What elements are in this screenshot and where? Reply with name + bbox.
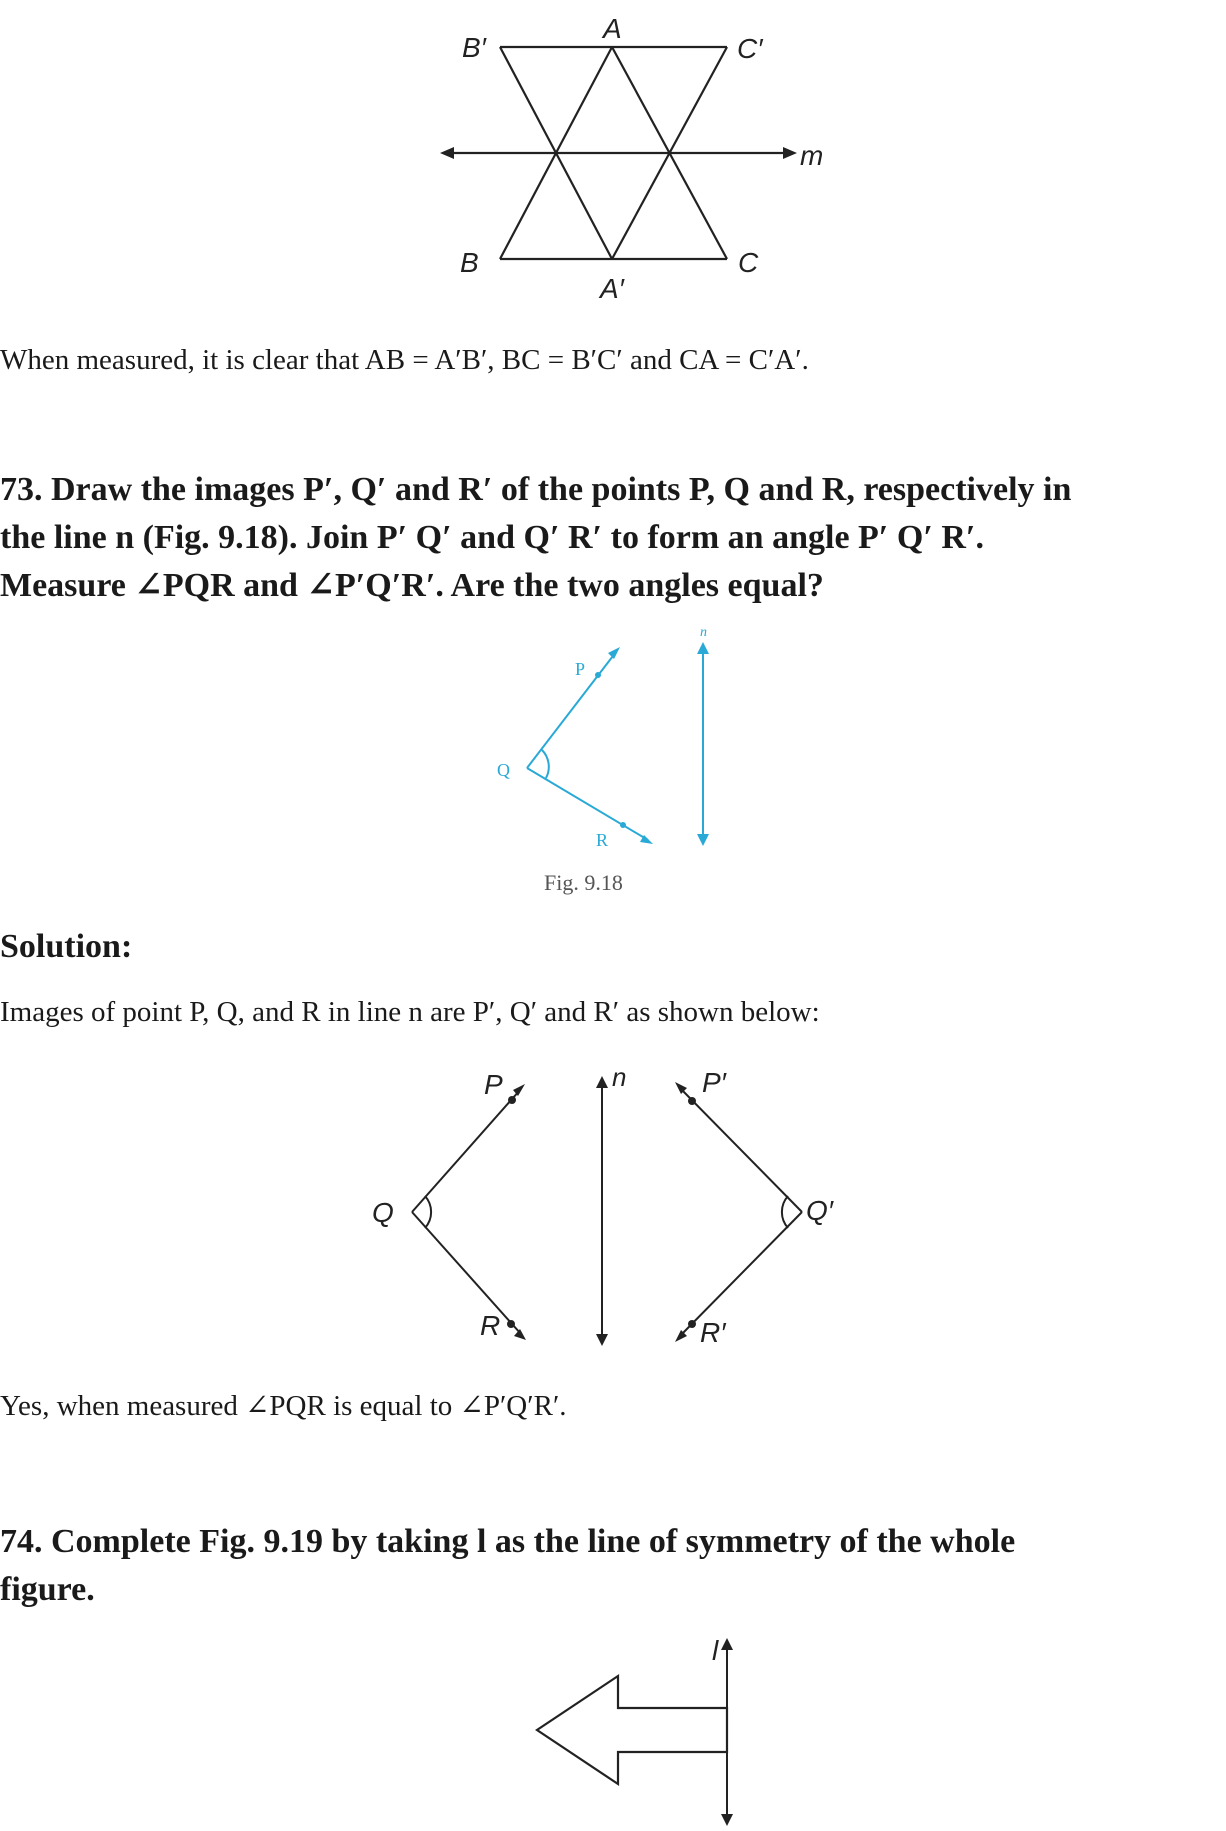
label-p-prime: P′ xyxy=(702,1067,726,1098)
arrow-n-bottom xyxy=(596,1334,608,1346)
label-c-prime: C′ xyxy=(737,33,763,64)
figure-triangle-reflection xyxy=(0,0,1226,304)
arrow-shape xyxy=(537,1676,727,1784)
arrow-n-top xyxy=(697,642,709,654)
ray-qr xyxy=(412,1212,521,1334)
point-r xyxy=(507,1320,515,1328)
question-73 xyxy=(0,466,1071,610)
label-r-prime: R′ xyxy=(700,1317,726,1348)
measure-text: When measured, it is clear that AB = A′B′, BC = B′C′ and CA = C′A′. xyxy=(0,344,809,376)
arrow-p xyxy=(608,647,620,659)
point-p xyxy=(508,1096,516,1104)
arrow-n-bottom xyxy=(697,834,709,846)
point-p xyxy=(595,672,601,678)
arrow-l-top xyxy=(721,1638,733,1650)
label-q: Q xyxy=(497,760,510,780)
label-p: P xyxy=(575,659,586,679)
figure-9-19 xyxy=(0,1630,1226,1830)
label-n: n xyxy=(612,1062,627,1092)
arrow-n-top xyxy=(596,1076,608,1088)
point-p-prime xyxy=(688,1097,696,1105)
label-r: R xyxy=(480,1310,501,1341)
line-m-arrow-left xyxy=(440,147,454,159)
question-73-line-1: 73. Draw the images P′, Q′ and R′ of the points P, Q and R, respectively in xyxy=(0,471,1072,508)
angle-arc-pqr xyxy=(425,1196,431,1228)
question-73-line-2: the line n (Fig. 9.18). Join P′ Q′ and Q′ R′ to form an angle P′ Q′ R′. xyxy=(0,519,984,556)
answer-text: Yes, when measured ∠PQR is equal to ∠P′Q′R′. xyxy=(0,1390,567,1422)
line-m-arrow-right xyxy=(783,147,797,159)
arrow-r xyxy=(514,1329,526,1340)
arrow-l-bottom xyxy=(721,1814,733,1826)
ray-q-prime-p-prime xyxy=(680,1088,802,1212)
ray-qp xyxy=(527,652,616,768)
label-l: l xyxy=(712,1635,719,1666)
label-a-prime: A′ xyxy=(600,273,624,304)
label-c: C xyxy=(738,247,759,278)
label-p: P xyxy=(484,1069,503,1100)
question-73-line-3: Measure ∠PQR and ∠P′Q′R′. Are the two angles equal? xyxy=(0,567,824,604)
angle-arc-pqr xyxy=(542,750,549,778)
figure-9-18-caption: Fig. 9.18 xyxy=(544,870,623,895)
label-b-prime: B′ xyxy=(462,32,486,63)
ray-q-prime-r-prime xyxy=(680,1212,802,1336)
angle-arc-p-prime-q-prime-r-prime xyxy=(782,1196,788,1228)
point-r-prime xyxy=(688,1320,696,1328)
label-r: R xyxy=(596,830,609,850)
label-b: B xyxy=(460,247,479,278)
solution-text: Images of point P, Q, and R in line n are P′, Q′ and R′ as shown below: xyxy=(0,996,820,1028)
label-n: n xyxy=(700,625,707,640)
arrow-p xyxy=(513,1084,525,1096)
label-q-prime: Q′ xyxy=(806,1195,834,1226)
ray-qp xyxy=(412,1090,520,1212)
question-74 xyxy=(0,1518,1015,1614)
label-q: Q xyxy=(372,1197,394,1228)
label-m: m xyxy=(800,140,824,171)
solution-heading: Solution: xyxy=(0,928,133,965)
figure-solution-reflection xyxy=(0,1060,1226,1360)
ray-qr xyxy=(527,768,648,840)
question-74-line-1: 74. Complete Fig. 9.19 by taking l as the line of symmetry of the whole xyxy=(0,1523,1016,1560)
figure-9-18 xyxy=(0,620,1226,920)
question-74-line-2: figure. xyxy=(0,1571,95,1608)
label-a: A xyxy=(603,13,622,44)
point-r xyxy=(620,822,626,828)
